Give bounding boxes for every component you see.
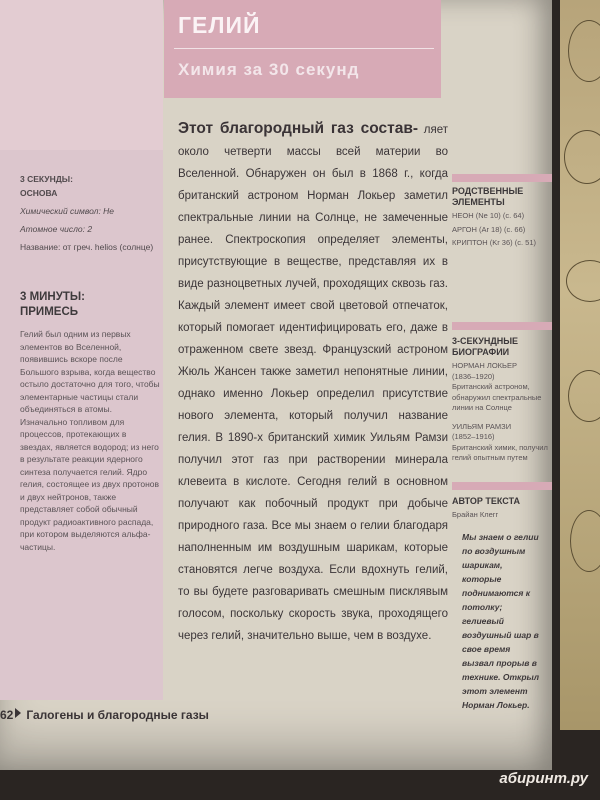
page-subtitle: Химия за 30 секунд — [178, 60, 360, 79]
three-minutes-text: Гелий был одним из первых элементов во Вселенной, появившись вскоре после Большого взрыва, когда вещество остыло достаточно для того, чтобы элементарные частицы стали объединяться в атомы. Изначально топливом для процессов, протекающих в звездах, является водород; из него в результате реакции ядерного синтеза получается гелий. Ядро гелия, состоящее из двух протонов и двух нейтронов, также представляет собой обычный продукт радиоактивного распада, при котором выделяются альфа-частицы. — [20, 329, 160, 552]
chemical-symbol — [20, 204, 160, 218]
bio-description: Британский химик, получил гелий опытным путем — [452, 442, 548, 462]
name-origin: Название: от греч. helios (солнце) — [20, 242, 154, 252]
related-item: АРГОН (Ar 18) (с. 66) — [452, 224, 526, 234]
related-item: КРИПТОН (Kr 36) (с. 51) — [452, 238, 536, 247]
page-footer — [0, 708, 209, 728]
three-minutes-heading — [20, 290, 160, 320]
related-item: НЕОН (Ne 10) (с. 64) — [452, 211, 525, 220]
three-seconds-section — [20, 168, 160, 254]
author-rule — [452, 482, 552, 490]
related-heading: РОДСТВЕННЫЕ ЭЛЕМЕНТЫ — [452, 186, 524, 207]
three-seconds-heading-line1: 3 СЕКУНДЫ: — [20, 174, 73, 184]
arrow-right-icon — [15, 708, 21, 718]
author-name: Брайан Клегг — [452, 510, 499, 519]
left-sidebar-top-band — [0, 0, 163, 150]
bios-rule — [452, 322, 552, 330]
balloon-shape — [568, 20, 600, 82]
balloon-shape — [568, 370, 600, 422]
atomic-number — [20, 222, 160, 236]
balloon-shape — [566, 260, 600, 302]
bio-years: (1852–1916) — [452, 432, 495, 441]
related-elements-block — [452, 186, 552, 249]
lead-sentence: Этот благородный газ состав- — [178, 120, 419, 137]
author-block — [452, 496, 552, 521]
balloon-shape — [570, 510, 600, 572]
balloon-shape — [564, 130, 600, 184]
three-seconds-heading-line2: ОСНОВА — [20, 188, 58, 198]
main-body-text: ляет около четверти массы всей материи во Вселенной. Обнаружен он был в 1868 г., когда британский астроном Норман Локьер заметил спектральные линии на Солнце, не замеченные ранее. Спектроскопия определяет элементы, присутствующие в веществе, представляя их в виде разноцветных лучей, проходящих сквозь газ. Каждый элемент имеет свой цветовой отпечаток, который помогает идентифицировать его, даже в отраженном свете звезд. Французский астроном Жюль Жансен также заметил непонятные линии, однако именно Локьер определил присутствие нового элемента, который получил название гелия. В 1890-х британский химик Уильям Рамзи получил этот газ при растворении минерала клевеита в кислоте. Сегодня гелий в основном получают как побочный продукт при добыче природного газа. Все мы знаем о гелии благодаря наполненным им воздушным шарикам, которые становятся легче воздуха. Если вдохнуть гелий, то вы будете разговаривать смешным писклявым голосом, поскольку скорость звука, проходящего через гелий, значительно выше, чем в воздухе. — [178, 124, 448, 642]
chemical-symbol-text: Химический символ: Не — [20, 206, 115, 216]
bio-years: (1836–1920) — [452, 371, 495, 381]
three-minutes-section — [20, 290, 160, 553]
three-minutes-heading-line1: 3 МИНУТЫ: — [20, 291, 86, 303]
balloon-illustration — [560, 0, 600, 730]
related-rule — [452, 174, 552, 182]
illustration-caption: Мы знаем о гелии по воздушным шарикам, которые поднимаются к потолку; гелиевый воздушный шар в свое время вызвал прорыв в технике. Открыл этот элемент Норман Локьер. — [462, 532, 540, 710]
header-divider — [174, 48, 434, 49]
page-title: ГЕЛИЙ — [178, 12, 261, 38]
watermark: абиринт.ру — [499, 770, 588, 787]
bio-description: Британский астроном, обнаружил спектральные линии на Солнце — [452, 382, 542, 412]
bios-block — [452, 336, 552, 464]
main-text-block — [178, 118, 448, 647]
page-number: 62 — [0, 708, 14, 722]
three-seconds-heading — [20, 172, 160, 200]
bio-name: УИЛЬЯМ РАМЗИ — [452, 421, 512, 431]
author-heading: АВТОР ТЕКСТА — [452, 496, 521, 506]
bio-name: НОРМАН ЛОКЬЕР — [452, 361, 517, 370]
three-minutes-heading-line2: ПРИМЕСЬ — [20, 306, 79, 318]
atomic-number-text: Атомное число: 2 — [20, 224, 93, 234]
bios-heading: 3-СЕКУНДНЫЕ БИОГРАФИИ — [452, 336, 519, 357]
section-title: Галогены и благородные газы — [26, 708, 209, 722]
